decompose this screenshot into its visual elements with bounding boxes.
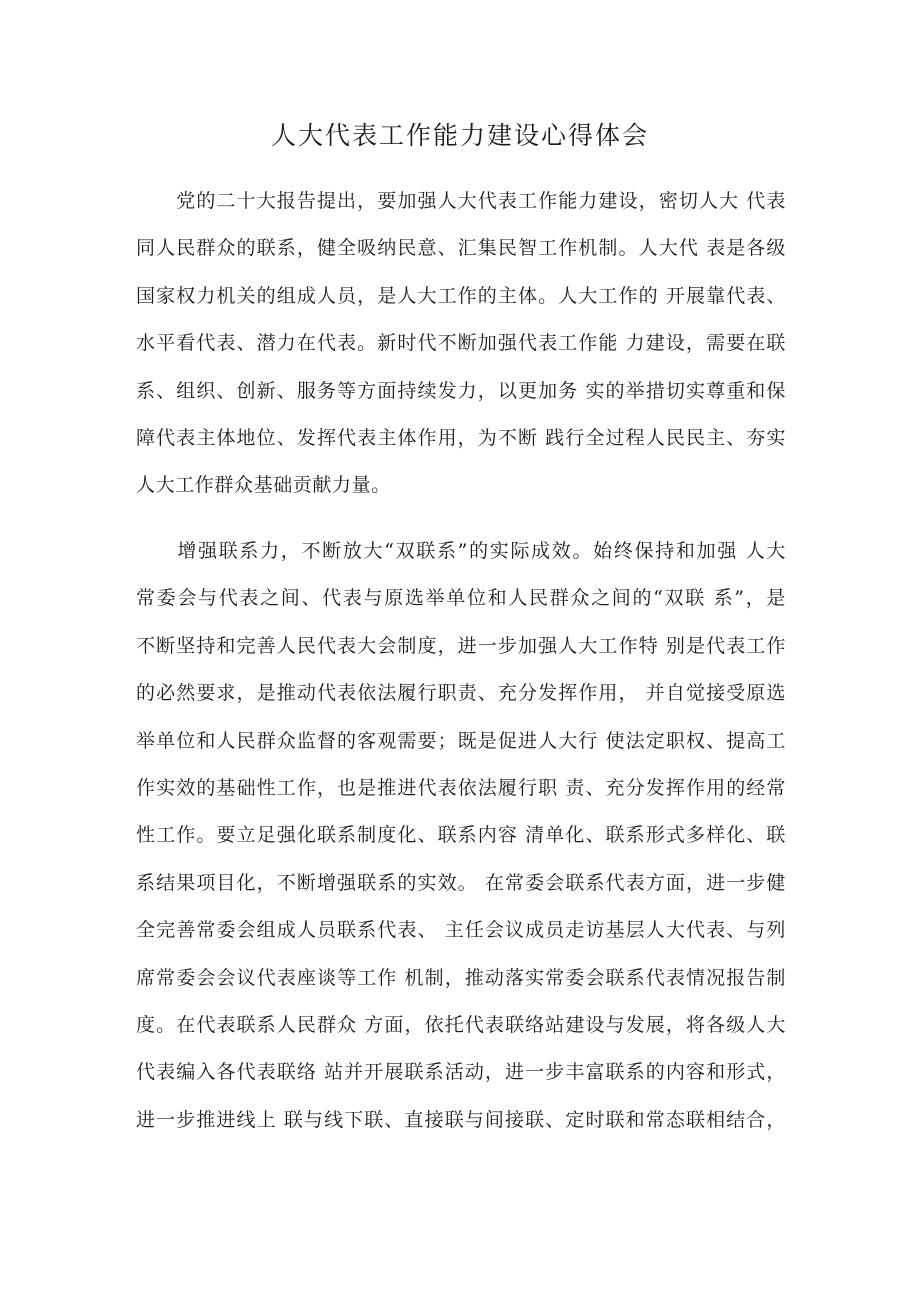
text-line: 增强联系力，不断放大“双联系”的实际成效。始终保持和加强 人大 bbox=[136, 540, 786, 562]
paragraph-2 bbox=[136, 528, 786, 1144]
text-line: 举单位和人民群众监督的客观需要；既是促进人大行 使法定职权、提高工 bbox=[136, 729, 786, 752]
text-line: 进一步推进线上 联与线下联、直接联与间接联、定时联和常态联相结合， bbox=[136, 1108, 786, 1131]
text-line: 系、组织、创新、服务等方面持续发力，以更加务 实的举措切实尊重和保 bbox=[136, 379, 786, 402]
text-line: 度。在代表联系人民群众 方面，依托代表联络站建设与发展，将各级人大 bbox=[136, 1013, 786, 1036]
text-line: 的必然要求，是推动代表依法履行职责、充分发挥作用， 并自觉接受原选 bbox=[136, 682, 786, 705]
text-line: 水平看代表、潜力在代表。新时代不断加强代表工作能 力建设，需要在联 bbox=[136, 332, 786, 355]
text-line: 席常委会会议代表座谈等工作 机制，推动落实常委会联系代表情况报告制 bbox=[136, 966, 786, 989]
text-line: 作实效的基础性工作，也是推进代表依法履行职 责、充分发挥作用的经常 bbox=[136, 776, 786, 799]
text-line: 人大工作群众基础贡献力量。 bbox=[136, 474, 391, 497]
text-line: 常委会与代表之间、代表与原选举单位和人民群众之间的“双联 系”，是 bbox=[136, 587, 786, 610]
text-line: 同人民群众的联系，健全吸纳民意、汇集民智工作机制。人大代 表是各级 bbox=[136, 237, 786, 260]
text-line: 障代表主体地位、发挥代表主体作用，为不断 践行全过程人民民主、夯实 bbox=[136, 426, 786, 449]
paragraph-1 bbox=[136, 178, 786, 510]
document-title: 人大代表工作能力建设心得体会 bbox=[270, 121, 649, 150]
text-line: 性工作。要立足强化联系制度化、联系内容 清单化、联系形式多样化、联 bbox=[136, 824, 786, 847]
text-line: 全完善常委会组成人员联系代表、 主任会议成员走访基层人大代表、与列 bbox=[136, 919, 786, 942]
text-line: 党的二十大报告提出，要加强人大代表工作能力建设，密切人大 代表 bbox=[136, 190, 786, 212]
text-line: 国家权力机关的组成人员，是人大工作的主体。人大工作的 开展靠代表、 bbox=[136, 284, 786, 307]
text-line: 代表编入各代表联络 站并开展联系活动，进一步丰富联系的内容和形式， bbox=[136, 1061, 786, 1084]
text-line: 不断坚持和完善人民代表大会制度，进一步加强人大工作特 别是代表工作 bbox=[136, 634, 786, 657]
text-line: 系结果项目化，不断增强联系的实效。 在常委会联系代表方面，进一步健 bbox=[136, 871, 786, 894]
